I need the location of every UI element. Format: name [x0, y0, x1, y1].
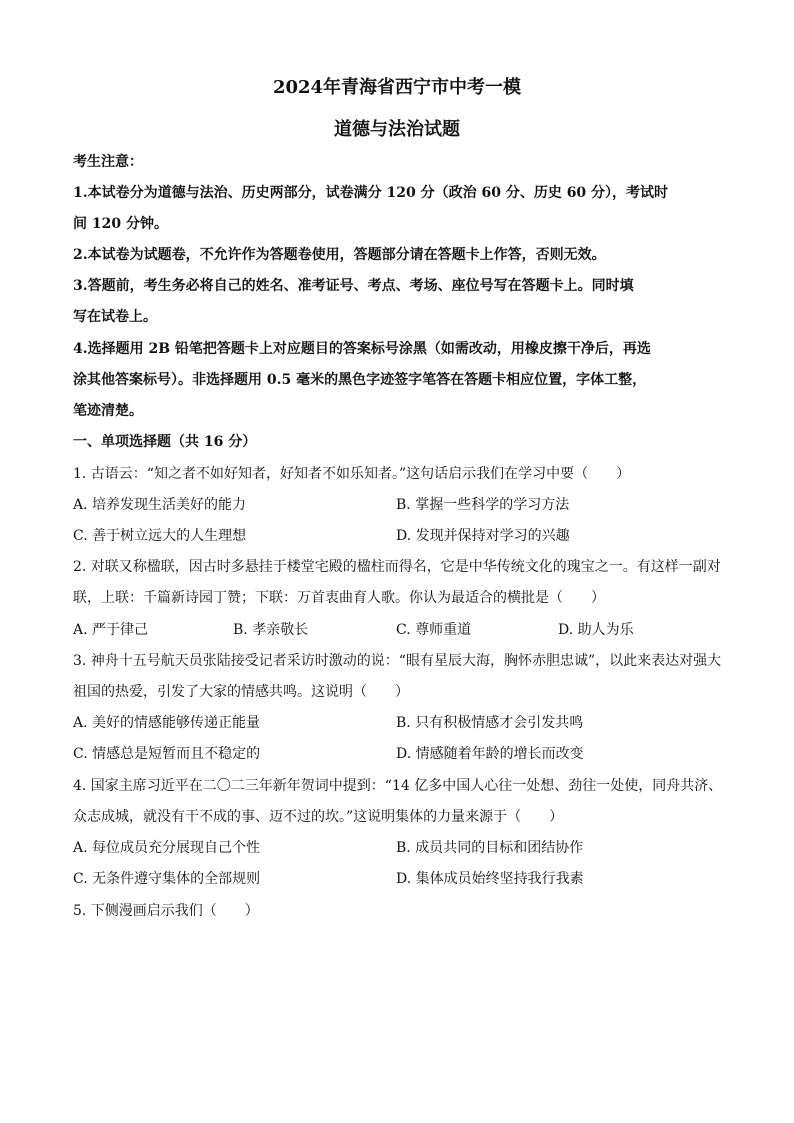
notice-item-4-line-1: 4.选择题用 2B 铅笔把答题卡上对应题目的答案标号涂黑（如需改动，用橡皮擦干净后，再选	[73, 341, 651, 357]
question-4-option-a: A. 每位成员充分展现自己个性	[73, 840, 261, 856]
question-3-option-b: B. 只有积极情感才会引发共鸣	[396, 715, 584, 731]
question-3-option-a: A. 美好的情感能够传递正能量	[73, 715, 261, 731]
question-2-option-b: B. 孝亲敬长	[233, 622, 309, 638]
question-3-option-c: C. 情感总是短暂而且不稳定的	[73, 746, 261, 762]
question-2-option-a: A. 严于律己	[73, 622, 149, 638]
question-5-stem: 5. 下侧漫画启示我们（ ）	[73, 903, 259, 919]
question-3-stem-line-1: 3. 神舟十五号航天员张陆接受记者采访时激动的说：“眼有星辰大海，胸怀赤胆忠诚”，以此来表达对强大	[73, 653, 722, 669]
notice-item-1-line-1: 1.本试卷分为道德与法治、历史两部分，试卷满分 120 分（政治 60 分、历史 60 分），考试时	[73, 185, 669, 201]
page-subtitle: 道德与法治试题	[334, 119, 460, 140]
question-1-option-c: C. 善于树立远大的人生理想	[73, 528, 247, 544]
question-1-option-a: A. 培养发现生活美好的能力	[73, 497, 247, 513]
question-1-stem: 1. 古语云：“知之者不如好知者，好知者不如乐知者。”这句话启示我们在学习中要（ ）	[73, 466, 631, 482]
section-heading: 一、单项选择题（共 16 分）	[73, 434, 257, 450]
notice-item-4-line-3: 笔迹清楚。	[73, 403, 143, 419]
page-title: 2024年青海省西宁市中考一模	[272, 77, 522, 98]
question-2-stem-line-1: 2. 对联又称楹联，因古时多悬挂于楼堂宅殿的楹柱而得名，它是中华传统文化的瑰宝之一。有这样一副对	[73, 559, 721, 575]
notice-item-1-line-2: 间 120 分钟。	[73, 216, 168, 232]
question-4-option-c: C. 无条件遵守集体的全部规则	[73, 871, 261, 887]
notice-item-4-line-2: 涂其他答案标号）。非选择题用 0.5 毫米的黑色字迹签字笔答在答题卡相应位置，字体工整，	[73, 372, 647, 388]
notice-item-3-line-1: 3.答题前，考生务必将自己的姓名、准考证号、考点、考场、座位号写在答题卡上。同时填	[73, 278, 634, 294]
question-2-stem-line-2: 联，上联：千篇新诗园丁赞；下联：万首衷曲育人歌。你认为最适合的横批是（ ）	[73, 590, 605, 606]
question-3-option-d: D. 情感随着年龄的增长而改变	[396, 746, 584, 762]
question-2-option-c: C. 尊师重道	[396, 622, 472, 638]
notice-item-2: 2.本试卷为试题卷，不允许作为答题卷使用，答题部分请在答题卡上作答，否则无效。	[73, 247, 606, 263]
question-4-option-b: B. 成员共同的目标和团结协作	[396, 840, 584, 856]
question-4-stem-line-2: 众志成城，就没有干不成的事、迈不过的坎。”这说明集体的力量来源于（ ）	[73, 809, 564, 825]
question-3-stem-line-2: 祖国的热爱，引发了大家的情感共鸣。这说明（ ）	[73, 684, 409, 700]
notice-item-3-line-2: 写在试卷上。	[73, 309, 157, 325]
question-4-option-d: D. 集体成员始终坚持我行我素	[396, 871, 584, 887]
question-4-stem-line-1: 4. 国家主席习近平在二〇二三年新年贺词中提到：“14 亿多中国人心往一处想、劲往一处使，同舟共济、	[73, 778, 723, 794]
question-2-option-d: D. 助人为乐	[558, 622, 634, 638]
notice-heading: 考生注意：	[73, 154, 143, 170]
question-1-option-b: B. 掌握一些科学的学习方法	[396, 497, 570, 513]
question-1-option-d: D. 发现并保持对学习的兴趣	[396, 528, 570, 544]
